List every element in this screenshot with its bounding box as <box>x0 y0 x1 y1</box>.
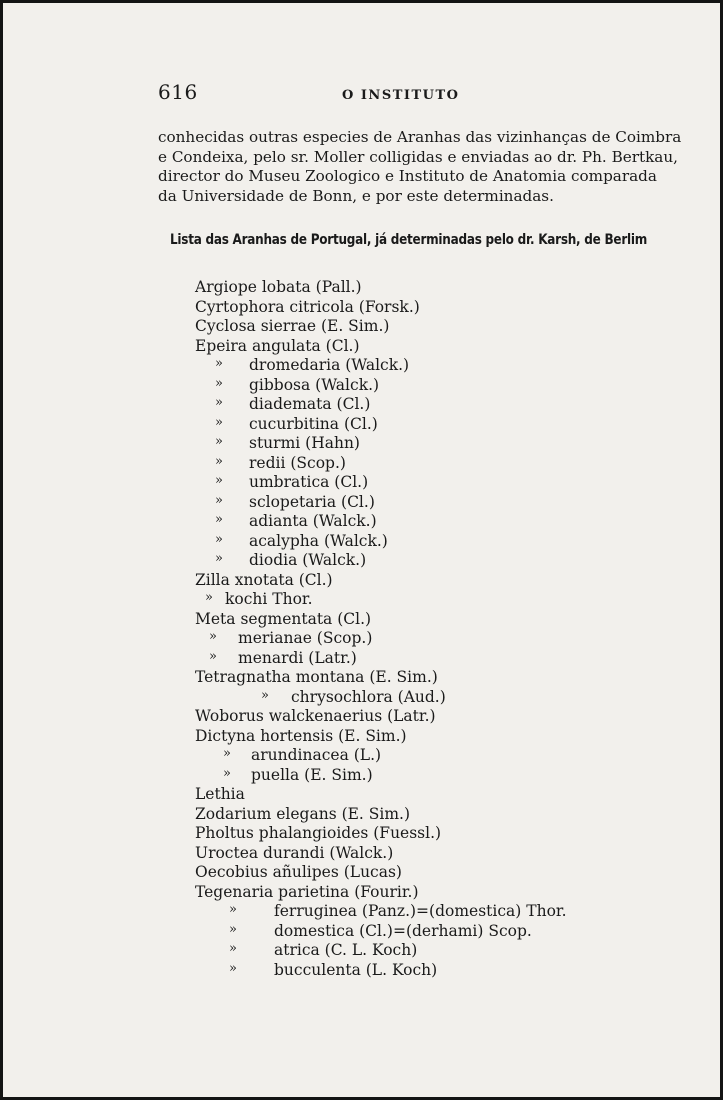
ditto-mark: » <box>215 395 223 410</box>
species-name: arundinacea (L.) <box>251 746 382 764</box>
page-number: 616 <box>158 80 198 104</box>
species-name: umbratica (Cl.) <box>249 473 369 491</box>
species-name: sclopetaria (Cl.) <box>249 492 375 511</box>
ditto-mark: » <box>215 356 223 371</box>
ditto-mark: » <box>215 414 223 430</box>
species-name: menardi (Latr.) <box>238 648 357 667</box>
intro-line: conhecidas outras especies de Aranhas das vizinhanças de Coimbra <box>158 128 682 146</box>
ditto-mark: » <box>229 960 237 976</box>
species-name: Argiope lobata (Pall.) <box>195 278 362 296</box>
ditto-mark: » <box>215 512 223 527</box>
running-title: O INSTITUTO <box>342 88 460 103</box>
ditto-mark: » <box>215 492 223 508</box>
species-name: Tegenaria parietina (Fourir.) <box>195 882 419 901</box>
species-name: diademata (Cl.) <box>249 395 371 413</box>
ditto-mark: » <box>205 590 213 605</box>
species-name: Zodarium elegans (E. Sim.) <box>195 804 411 823</box>
species-name: bucculenta (L. Koch) <box>274 960 438 979</box>
species-name: Oecobius añulipes (Lucas) <box>195 863 402 881</box>
ditto-mark: » <box>215 434 223 449</box>
species-name: redii (Scop.) <box>249 453 346 472</box>
species-name: Cyrtophora citricola (Forsk.) <box>195 297 420 316</box>
species-name: adianta (Walck.) <box>249 512 377 530</box>
ditto-mark: » <box>229 921 237 937</box>
species-name: Cyclosa sierrae (E. Sim.) <box>195 317 390 335</box>
species-name: Dictyna hortensis (E. Sim.) <box>195 726 407 745</box>
species-name: Woborus walckenaerius (Latr.) <box>195 707 436 725</box>
species-name: sturmi (Hahn) <box>249 434 360 452</box>
ditto-mark: » <box>215 453 223 469</box>
species-name: dromedaria (Walck.) <box>249 356 410 374</box>
species-name: Lethia <box>195 785 245 803</box>
ditto-mark: » <box>215 473 223 488</box>
species-name: atrica (C. L. Koch) <box>274 941 418 959</box>
ditto-mark: » <box>215 375 223 391</box>
intro-line: director do Museu Zoologico e Instituto de Anatomia comparada <box>158 167 657 185</box>
ditto-mark: » <box>223 746 231 761</box>
species-name: acalypha (Walck.) <box>249 531 388 550</box>
species-entry <box>223 766 373 788</box>
species-name: merianae (Scop.) <box>238 629 373 647</box>
species-name: cucurbitina (Cl.) <box>249 414 378 433</box>
section-heading: Lista das Aranhas de Portugal, já determinadas pelo dr. Karsh, de Berlim <box>170 232 648 248</box>
species-name: puella (E. Sim.) <box>251 765 373 784</box>
ditto-mark: » <box>223 765 231 781</box>
species-name: Epeira angulata (Cl.) <box>195 336 360 355</box>
ditto-mark: » <box>209 648 217 664</box>
ditto-mark: » <box>215 531 223 547</box>
species-name: Pholtus phalangioides (Fuessl.) <box>195 824 442 842</box>
species-name: Uroctea durandi (Walck.) <box>195 843 394 862</box>
species-name: Tetragnatha montana (E. Sim.) <box>195 668 438 686</box>
intro-line: da Universidade de Bonn, e por este determinadas. <box>158 186 554 205</box>
species-name: kochi Thor. <box>225 590 313 608</box>
species-name: domestica (Cl.)=(derhami) Scop. <box>274 921 532 940</box>
species-name: Meta segmentata (Cl.) <box>195 609 372 628</box>
species-name: chrysochlora (Aud.) <box>291 687 446 706</box>
ditto-mark: » <box>229 941 237 956</box>
intro-line: e Condeixa, pelo sr. Moller colligidas e enviadas ao dr. Ph. Bertkau, <box>158 147 678 166</box>
species-name: ferruginea (Panz.)=(domestica) Thor. <box>274 902 567 920</box>
species-name: Zilla xnotata (Cl.) <box>195 570 333 589</box>
intro-paragraph <box>158 128 682 206</box>
ditto-mark: » <box>261 687 269 703</box>
ditto-mark: » <box>229 902 237 917</box>
ditto-mark: » <box>209 629 217 644</box>
species-entry <box>229 961 437 983</box>
ditto-mark: » <box>215 551 223 566</box>
species-name: gibbosa (Walck.) <box>249 375 380 394</box>
species-name: diodia (Walck.) <box>249 551 367 569</box>
